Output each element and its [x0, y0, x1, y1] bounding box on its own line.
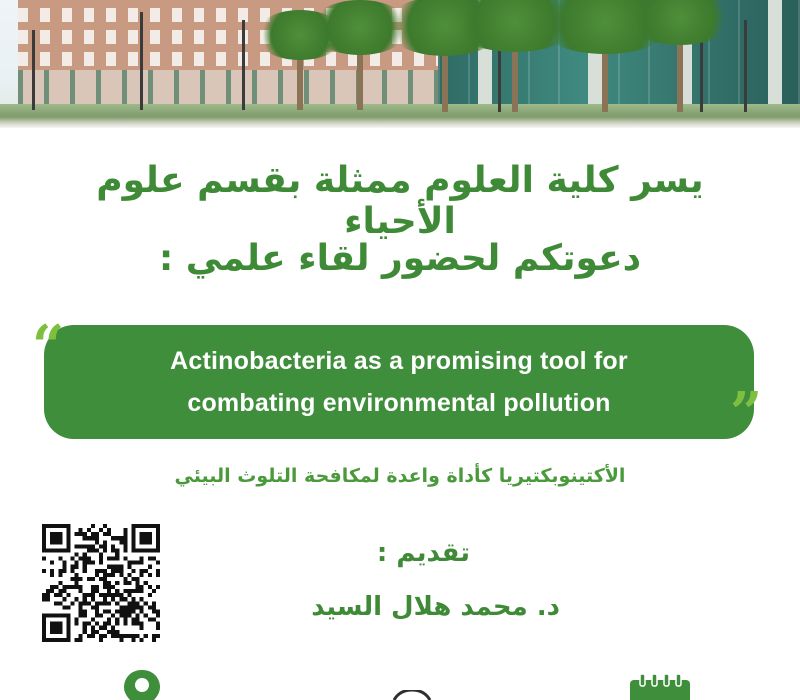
close-quote-icon: ”: [730, 380, 763, 446]
campus-photo-banner: [0, 0, 800, 128]
calendar-icon: [628, 672, 692, 700]
presenter-label: تقديم :: [376, 538, 470, 568]
invitation-headline-line1: يسر كلية العلوم ممثلة بقسم علوم الأحياء: [96, 160, 704, 242]
talk-title-line1: Actinobacteria as a promising tool for: [170, 347, 628, 375]
qr-code-icon: [42, 524, 160, 642]
talk-title-banner: [44, 325, 754, 439]
location-pin-icon: [120, 668, 164, 700]
clock-icon: [390, 690, 434, 700]
talk-title-line2: combating environmental pollution: [187, 389, 611, 417]
palm-tree: [640, 0, 720, 112]
talk-title-arabic: الأكتينوبكتيريا كأداة واعدة لمكافحة التلوث البيئي: [174, 465, 626, 487]
open-quote-icon: “: [32, 313, 65, 379]
presenter-name: د. محمد هلال السيد: [311, 592, 560, 622]
invitation-headline-line2: دعوتكم لحضور لقاء علمي :: [158, 238, 642, 279]
registration-qr-code[interactable]: [42, 524, 160, 642]
